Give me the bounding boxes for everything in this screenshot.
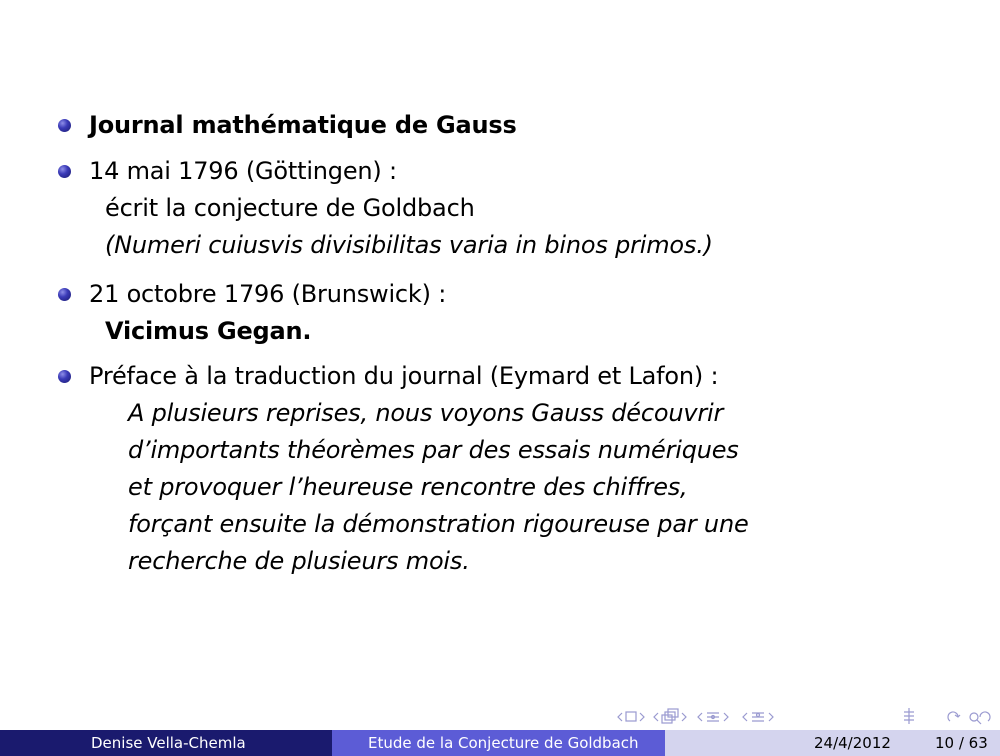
quote-line: recherche de plusieurs mois. — [128, 547, 470, 575]
footer-page-number: 10 / 63 — [935, 734, 988, 752]
footer-title-panel — [332, 730, 665, 756]
slide-footer — [0, 730, 1000, 756]
nav-presentation-prev-icon[interactable] — [743, 713, 747, 721]
nav-section-icon[interactable] — [707, 713, 719, 721]
nav-presentation-icon[interactable] — [752, 713, 764, 721]
item-text: 21 octobre 1796 (Brunswick) : — [89, 280, 447, 308]
footer-author: Denise Vella-Chemla — [91, 734, 246, 752]
navigation-bar — [612, 705, 1000, 727]
item-quote: (Numeri cuiusvis divisibilitas varia in binos primos.) — [105, 231, 713, 259]
quote-line: A plusieurs reprises, nous voyons Gauss découvrir — [128, 399, 724, 427]
item-text: 14 mai 1796 (Göttingen) : — [89, 157, 397, 185]
bullet-icon — [58, 119, 71, 132]
quote-line: et provoquer l’heureuse rencontre des chiffres, — [128, 473, 688, 501]
quote-line: d’importants théorèmes par des essais numériques — [128, 436, 739, 464]
footer-title: Etude de la Conjecture de Goldbach — [368, 734, 639, 752]
item-emphasis: Vicimus Gegan. — [105, 317, 312, 345]
nav-goto-icon[interactable] — [904, 708, 914, 724]
nav-section-next-icon[interactable] — [724, 713, 728, 721]
nav-subsection-icon[interactable] — [662, 709, 678, 723]
bullet-icon — [58, 165, 71, 178]
item-heading: Journal mathématique de Gauss — [89, 111, 517, 139]
nav-frame-next-icon[interactable] — [640, 713, 644, 721]
bullet-icon — [58, 288, 71, 301]
footer-author-panel — [0, 730, 332, 756]
nav-subsection-prev-icon[interactable] — [654, 713, 658, 721]
nav-section-prev-icon[interactable] — [698, 713, 702, 721]
quote-line: forçant ensuite la démonstration rigoureuse par une — [128, 510, 749, 538]
item-text: Préface à la traduction du journal (Eymard et Lafon) : — [89, 362, 719, 390]
bullet-icon — [58, 370, 71, 383]
nav-presentation-next-icon[interactable] — [769, 713, 773, 721]
nav-frame-prev-icon[interactable] — [618, 713, 622, 721]
nav-search-icon[interactable] — [948, 712, 990, 724]
item-subtext: écrit la conjecture de Goldbach — [105, 194, 475, 222]
nav-subsection-next-icon[interactable] — [682, 713, 686, 721]
footer-date-panel — [665, 730, 1000, 756]
footer-date: 24/4/2012 — [814, 734, 891, 752]
nav-frame-icon[interactable] — [626, 712, 636, 721]
navigation-icons — [612, 705, 1000, 727]
